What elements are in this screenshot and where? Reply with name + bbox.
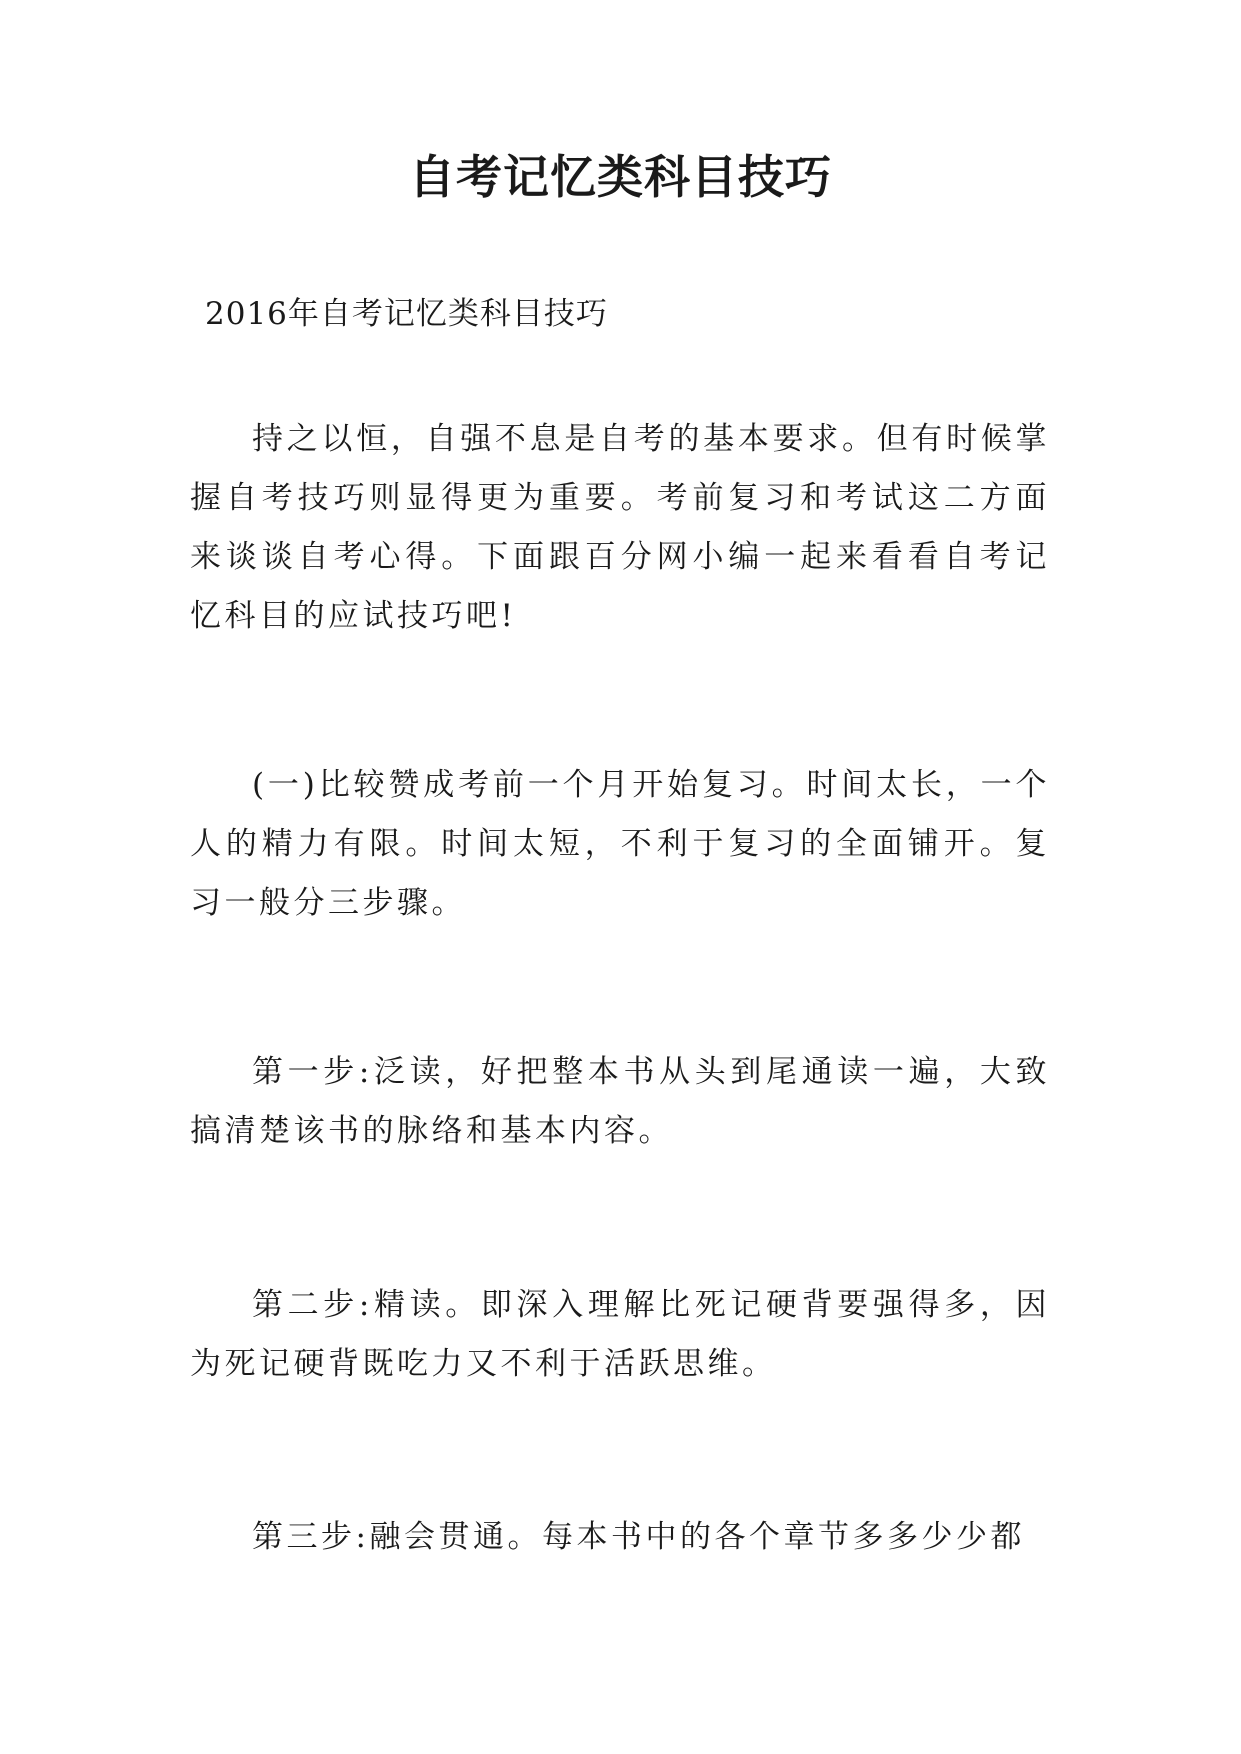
paragraph-review-plan: (一)比较赞成考前一个月开始复习。时间太长，一个人的精力有限。时间太短，不利于复习的全面铺开。复习一般分三步骤。 <box>190 767 1050 921</box>
paragraph-intro: 持之以恒，自强不息是自考的基本要求。但有时候掌握自考技巧则显得更为重要。考前复习和考试这二方面来谈谈自考心得。下面跟百分网小编一起来看看自考记忆科目的应试技巧吧! <box>190 421 1050 634</box>
paragraph-step-two: 第二步:精读。即深入理解比死记硬背要强得多，因为死记硬背既吃力又不利于活跃思维。 <box>190 1287 1050 1382</box>
document-subtitle: 2016年自考记忆类科目技巧 <box>205 296 608 332</box>
paragraph-step-three: 第三步:融会贯通。每本书中的各个章节多多少少都 <box>252 1519 1025 1555</box>
document-title: 自考记忆类科目技巧 <box>409 150 832 204</box>
paragraph-step-one: 第一步:泛读，好把整本书从头到尾通读一遍，大致搞清楚该书的脉络和基本内容。 <box>190 1054 1050 1149</box>
